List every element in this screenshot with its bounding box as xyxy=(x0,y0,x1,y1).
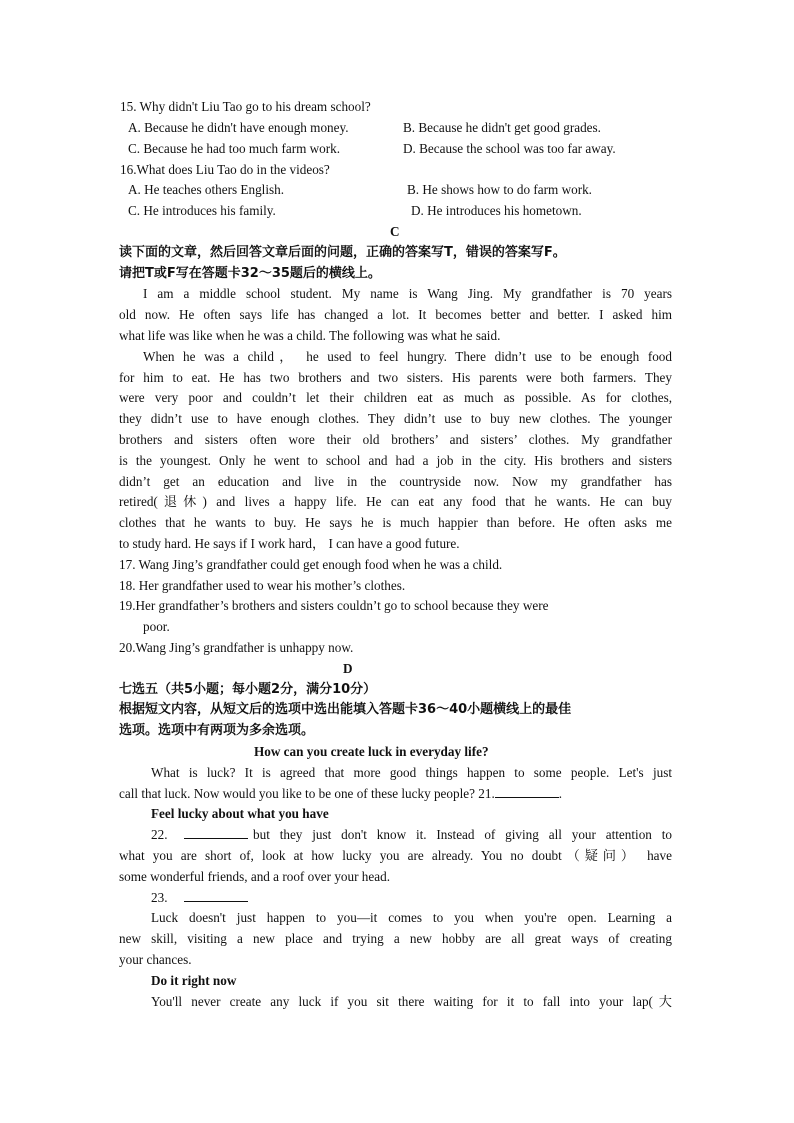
section-c-instruction-1: 读下面的文章，然后回答文章后面的问题，正确的答案写T，错误的答案写F。 xyxy=(119,245,566,260)
answer-blank-23[interactable] xyxy=(184,889,248,907)
passage-d-text: . xyxy=(558,786,563,801)
passage-c-line: When he was a child， he used to feel hungry. There didn’t use to be enough food xyxy=(143,349,672,364)
section-d-instruction-1: 根据短文内容，从短文后的选项中选出能填入答题卡36～40小题横线上的最佳 xyxy=(119,702,572,717)
section-d-heading: D xyxy=(343,661,353,676)
section-d-instruction-2: 选项。选项中有两项为多余选项。 xyxy=(119,723,315,738)
q16-stem: 16.What does Liu Tao do in the videos? xyxy=(120,162,330,177)
passage-d-line: new skill, visiting a new place and trying a new hobby are all great ways of creating xyxy=(119,931,672,946)
passage-c-line: they didn’t use to have enough clothes. They didn’t use to buy new clothes. The younger xyxy=(119,411,672,426)
passage-c-line: were very poor and couldn’t let their children eat as much as possible. As for clothes, xyxy=(119,390,672,405)
passage-d-line: Luck doesn't just happen to you—it comes to you when you're open. Learning a xyxy=(151,910,672,925)
answer-blank-21[interactable] xyxy=(495,785,559,798)
section-c-heading: C xyxy=(390,224,400,239)
passage-d-line: some wonderful friends, and a roof over your head. xyxy=(119,869,390,884)
passage-c-line: clothes that he wants to buy. He says he is much happier than before. He often asks me xyxy=(119,515,672,530)
passage-d-line: but they just don't know it. Instead of giving all your attention to xyxy=(253,827,672,842)
q22-number: 22. xyxy=(151,827,168,842)
passage-c-line: to study hard. He says if I work hard， I can have a good future. xyxy=(119,536,460,551)
statement-19-cont: poor. xyxy=(143,619,170,634)
subheading-feel-lucky: Feel lucky about what you have xyxy=(151,806,329,821)
passage-c-line: is the youngest. Only he went to school and had a job in the city. His brothers and sisters xyxy=(119,453,672,468)
answer-blank-22[interactable] xyxy=(184,826,248,844)
passage-c-line: what life was like when he was a child. The following was what he said. xyxy=(119,328,501,343)
passage-d-line: your chances. xyxy=(119,952,192,967)
q15-stem: 15. Why didn't Liu Tao go to his dream school? xyxy=(120,99,371,114)
statement-17: 17. Wang Jing’s grandfather could get enough food when he was a child. xyxy=(119,557,503,572)
passage-c-line: brothers and sisters often wore their old brothers’ and sisters’ clothes. My grandfather xyxy=(119,432,672,447)
passage-c-line: I am a middle school student. My name is Wang Jing. My grandfather is 70 years xyxy=(143,286,672,301)
q16-option-d: D. He introduces his hometown. xyxy=(411,203,582,218)
q16-option-a: A. He teaches others English. xyxy=(128,182,285,197)
section-d-title: 七选五（共5小题；每小题2分，满分10分） xyxy=(119,682,377,697)
q16-option-b: B. He shows how to do farm work. xyxy=(407,182,592,197)
passage-c-line: retired(退休) and lives a happy life. He can eat any food that he wants. He can buy xyxy=(119,494,672,509)
subheading-do-it-now: Do it right now xyxy=(151,973,237,988)
passage-c-line: old now. He often says life has changed a lot. It becomes better and better. I asked him xyxy=(119,307,672,322)
passage-d-title: How can you create luck in everyday life? xyxy=(254,744,489,759)
passage-d-line-q21 xyxy=(119,785,562,803)
passage-d-text: call that luck. Now would you like to be one of these lucky people? 21. xyxy=(119,786,495,801)
passage-d-line: You'll never create any luck if you sit there waiting for it to fall into your lap(大 xyxy=(151,994,672,1009)
q15-option-b: B. Because he didn't get good grades. xyxy=(403,120,601,135)
statement-19: 19.Her grandfather’s brothers and sisters couldn’t go to school because they were xyxy=(119,598,549,613)
q15-option-d: D. Because the school was too far away. xyxy=(403,141,616,156)
statement-20: 20.Wang Jing’s grandfather is unhappy now. xyxy=(119,640,354,655)
passage-d-line: what you are short of, look at how lucky you are already. You no doubt（疑问） have xyxy=(119,848,672,863)
statement-18: 18. Her grandfather used to wear his mother’s clothes. xyxy=(119,578,406,593)
passage-c-line: for him to eat. He has two brothers and two sisters. His parents were both farmers. They xyxy=(119,370,672,385)
q16-option-c: C. He introduces his family. xyxy=(128,203,276,218)
passage-d-line: What is luck? It is agreed that more good things happen to some people. Let's just xyxy=(151,765,672,780)
q15-option-a: A. Because he didn't have enough money. xyxy=(128,120,349,135)
section-c-instruction-2: 请把T或F写在答题卡32～35题后的横线上。 xyxy=(119,266,381,281)
passage-c-line: didn’t get an education and live in the countryside now. Now my grandfather has xyxy=(119,474,672,489)
q15-option-c: C. Because he had too much farm work. xyxy=(128,141,341,156)
q23-number: 23. xyxy=(151,890,168,905)
